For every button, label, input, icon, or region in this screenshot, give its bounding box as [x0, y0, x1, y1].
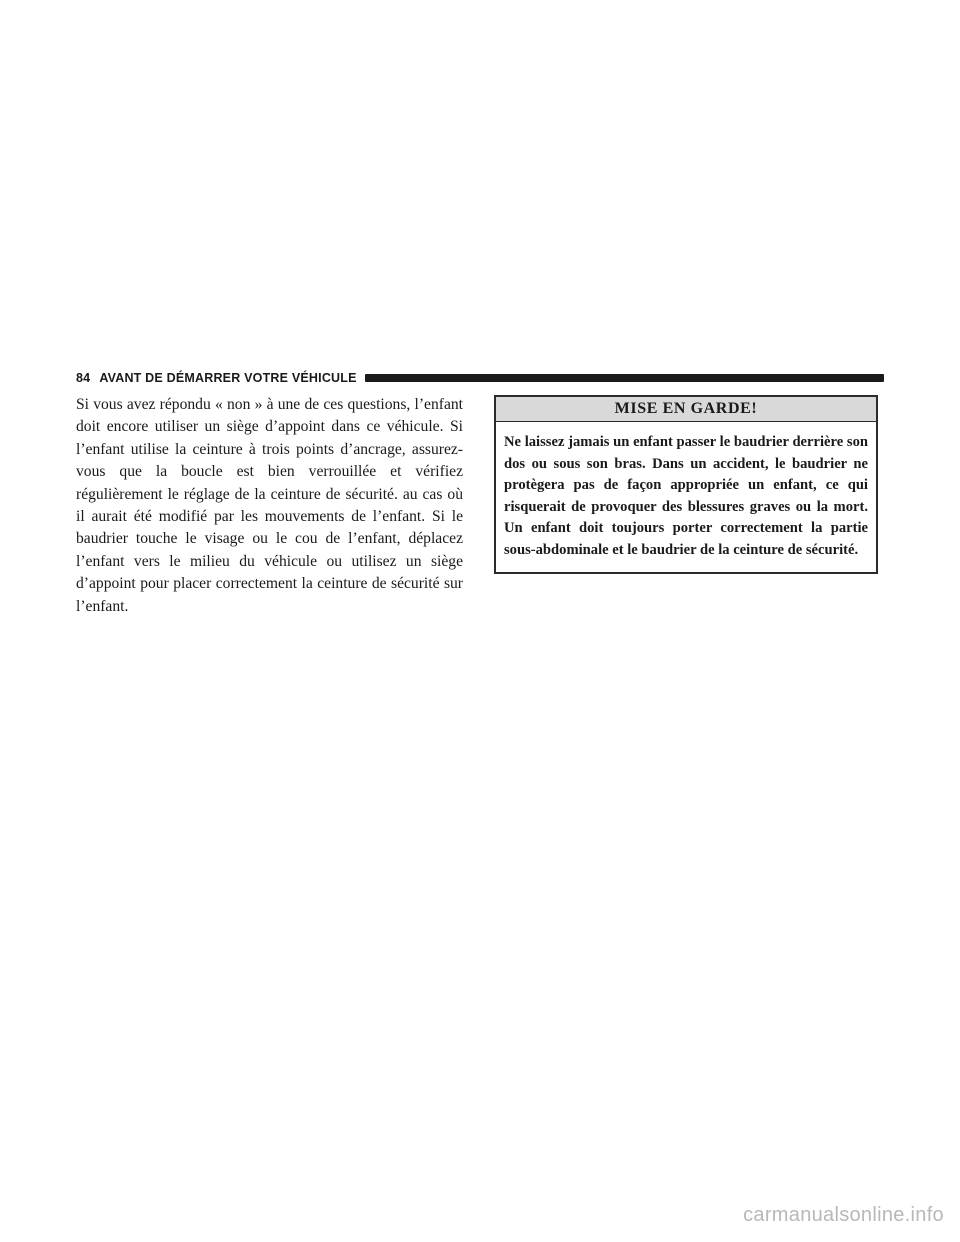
- warning-box: [494, 395, 878, 574]
- warning-text: Ne laissez jamais un enfant passer le baudrier derrière son dos ou sous son bras. Dans un accident, le baudrier ne protègera pas de façon appropriée un enfant, ce qui risquerait de provoquer des blessures graves ou la mort. Un enfant doit toujours porter correctement la partie sous-abdominale et le baudrier de la ceinture de sécurité.: [504, 434, 868, 558]
- page-number: 84: [76, 371, 91, 385]
- warning-title: MISE EN GARDE!: [496, 397, 876, 422]
- section-title: AVANT DE DÉMARRER VOTRE VÉHICULE: [99, 371, 357, 385]
- header-rule: [365, 374, 884, 382]
- body-paragraph: Si vous avez répondu « non » à une de ces questions, l’enfant doit encore utiliser un siège d’appoint dans ce véhicule. Si l’enfant utilise la ceinture à trois points d’ancrage, assurez-vous que la boucle est bien verrouillée et vérifiez régulièrement le réglage de la ceinture de sécurité. au cas où il aurait été modifié par les mouvements de l’enfant. Si le baudrier touche le visage ou le cou de l’enfant, déplacez l’enfant vers le milieu du véhicule ou utilisez un siège d’appoint pour placer correctement la ceinture de sécurité sur l’enfant.: [76, 396, 463, 615]
- body-column: [76, 394, 463, 618]
- page-header: [76, 370, 884, 386]
- footer-watermark: carmanualsonline.info: [743, 1204, 944, 1226]
